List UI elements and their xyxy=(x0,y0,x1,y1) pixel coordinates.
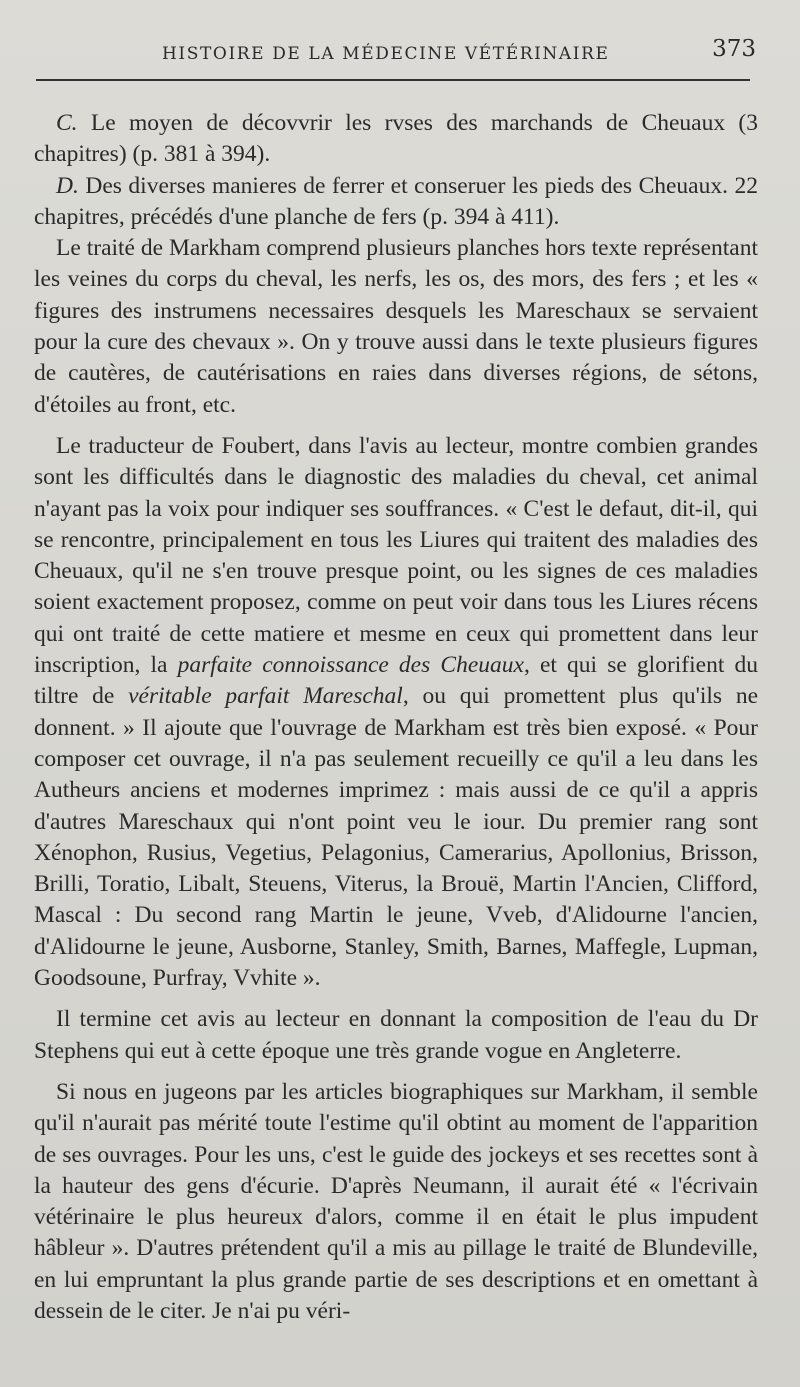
page-header xyxy=(30,36,760,76)
paragraph-3 xyxy=(34,233,758,421)
paragraph-text: Le moyen de décovvrir les rvses des marchands de Cheuaux (3 chapitres) (p. 381 à 394). xyxy=(34,110,759,168)
page-number: 373 xyxy=(712,36,756,62)
paragraph-4 xyxy=(34,431,758,994)
italic-title: parfaite connoissance des Cheuaux xyxy=(177,652,524,679)
paragraph-2 xyxy=(34,171,758,234)
item-letter: D. xyxy=(56,172,79,199)
header-rule xyxy=(36,79,750,81)
paragraph-6 xyxy=(34,1077,758,1327)
paragraph-text: Le traité de Markham comprend plusieurs planches hors texte représentant les veines du corps du cheval, les nerfs, les os, des mors, des fers ; et les « figures des instrumens necessaires desquels les Mareschaux se servaient pour la cure des chevaux ». On y trouve aussi dans le texte plusieurs figures de cautères, de cautérisations en raies dans diverses régions, de sétons, d'étoiles au front, etc. xyxy=(34,235,758,418)
running-title: HISTOIRE DE LA MÉDECINE VÉTÉRINAIRE xyxy=(162,44,610,64)
paragraph-text: Des diverses manieres de ferrer et conseruer les pieds des Cheuaux. 22 chapitres, précédés d'une planche de fers (p. 394 à 411). xyxy=(34,172,758,230)
paragraph-text: , et qui se glorifient du tiltre de xyxy=(34,652,759,710)
italic-title: véritable parfait Mareschal xyxy=(128,683,403,710)
paragraph-5 xyxy=(34,1004,758,1067)
paragraph-text: Si nous en jugeons par les articles biographiques sur Markham, il semble qu'il n'aurait pas mérité toute l'estime qu'il obtint au moment de l'apparition de ses ouvrages. Pour les uns, c'est le guide des jockeys et ses recettes sont à la hauteur des gens d'écurie. D'après Neumann, il aurait été « l'écrivain vétérinaire le plus heureux d'alors, comme il en était le plus impudent hâbleur ». D'autres prétendent qu'il a mis au pillage le traité de Blundeville, en lui empruntant la plus grande partie de ses descriptions et en omettant à dessein de le citer. Je n'ai pu véri- xyxy=(34,1078,758,1324)
item-letter: C. xyxy=(56,110,78,136)
paragraph-text: Il termine cet avis au lecteur en donnant la composition de l'eau du Dr Stephens qui eut à cette époque une très grande vogue en Angleterre. xyxy=(34,1006,758,1064)
paragraph-text: , ou qui promettent plus qu'ils ne donnent. » Il ajoute que l'ouvrage de Markham est très bien exposé. « Pour composer cet ouvrage, il n'a pas seulement recueilly ce qu'il a leu dans les Autheurs anciens et modernes imprimez : mais aussi de ce qu'il a appris d'autres Mareschaux qui n'ont point veu le iour. Du premier rang sont Xénophon, Rusius, Vegetius, Pelagonius, Camerarius, Apollonius, Brisson, Brilli, Toratio, Libalt, Steuens, Viterus, la Brouë, Martin l'Ancien, Clifford, Mascal : Du second rang Martin le jeune, Vveb, d'Alidourne l'ancien, d'Alidourne le jeune, Ausborne, Stanley, Smith, Barnes, Maffegle, Lupman, Goodsoune, Purfray, Vvhite ». xyxy=(34,683,759,992)
paragraph-text: Le traducteur de Foubert, dans l'avis au lecteur, montre combien grandes sont les difficultés dans le diagnostic des maladies du cheval, cet animal n'ayant pas la voix pour indiquer ses souffrances. « C'est le defaut, dit-il, qui se rencontre, principalement en tous les Liures qui traitent des maladies des Cheuaux, qu'il ne s'en trouve presque point, ou les signes de ces maladies soient exactement proposez, comme on peut voir dans tous les Liures récens qui ont traité de cette matiere et mesme en ceux qui promettent dans leur inscription, la xyxy=(34,432,758,679)
body-text xyxy=(34,108,758,1327)
paragraph-1 xyxy=(34,108,758,171)
